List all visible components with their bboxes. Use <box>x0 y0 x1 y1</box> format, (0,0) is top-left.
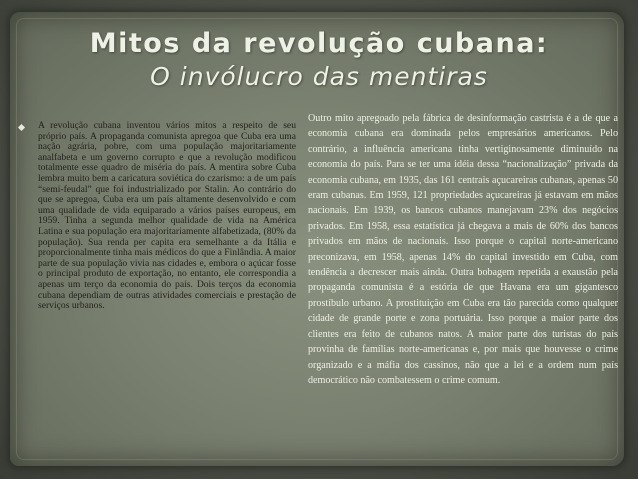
right-text-column <box>308 111 618 388</box>
right-paragraph: Outro mito apregoado pela fábrica de desinformação castrista é a de que a economia cubana era dominada pelos empresários americanos. Pelo contrário, a influência americana tinha vertiginosamente diminuído na economia do país. Para se ter uma idéia dessa “nacionalização” privada da economia cubana, em 1935, das 161 centrais açucareiras cubanas, apenas 50 eram cubanas. Em 1959, 121 propriedades açucareiras já estavam em mãos nacionais. Em 1939, os bancos cubanos manejavam 23% dos negócios privados. Em 1958, essa estatística já chegava a mais de 60% dos bancos privados em mãos de nacionais. Isso porque o capital norte-americano preconizava, em 1958, apenas 14% do capital investido em Cuba, com tendência a decrescer mais ainda. Outra bobagem repetida a exaustão pela propaganda comunista é a estória de que Havana era um gigantesco prostíbulo urbano. A prostituição em Cuba era tão parecida como qualquer cidade de grande porte e zona portuária. Isso porque a maior parte dos clientes era feito de cubanos natos. A maior parte dos turistas do país provinha de famílias norte-americanas e, por mais que houvesse o crime organizado e a máfia dos cassinos, não que a lei e a ordem num país democrático não combatessem o crime comum. <box>308 113 618 386</box>
left-paragraph: A revolução cubana inventou vários mitos a respeito de seu próprio país. A propaganda comunista apregoa que Cuba era uma nação agrária, pobre, com uma população majoritariamente analfabeta e um governo corrupto e que a revolução modificou totalmente esse quadro de miséria do país. A mentira sobre Cuba lembra muito bem a caricatura soviética do czarismo: a de um país “semi-feudal” que foi industrializado por Stalin. Ao contrário do que se apregoa, Cuba era um país altamente desenvolvido e com uma qualidade de vida equiparado a vários países europeus, em 1959. Tinha a segunda melhor qualidade de vida na América Latina e sua população era majoritariamente alfabetizada, (80% da população). Sua renda per capita era semelhante a da Itália e proporcionalmente tinha mais médicos do que a Finlândia. A maior parte de sua população vivia nas cidades e, embora o açúcar fosse o principal produto de exportação, no entanto, ele correspondia a apenas um terço da economia do país. Dois terços da economia cubana dependiam de outras atividades comerciais e prestação de serviços urbanos. <box>38 120 296 312</box>
slide-subtitle: O invólucro das mentiras <box>150 62 488 91</box>
left-text-column <box>24 121 296 312</box>
slide-title: Mitos da revolução cubana: <box>89 28 549 59</box>
